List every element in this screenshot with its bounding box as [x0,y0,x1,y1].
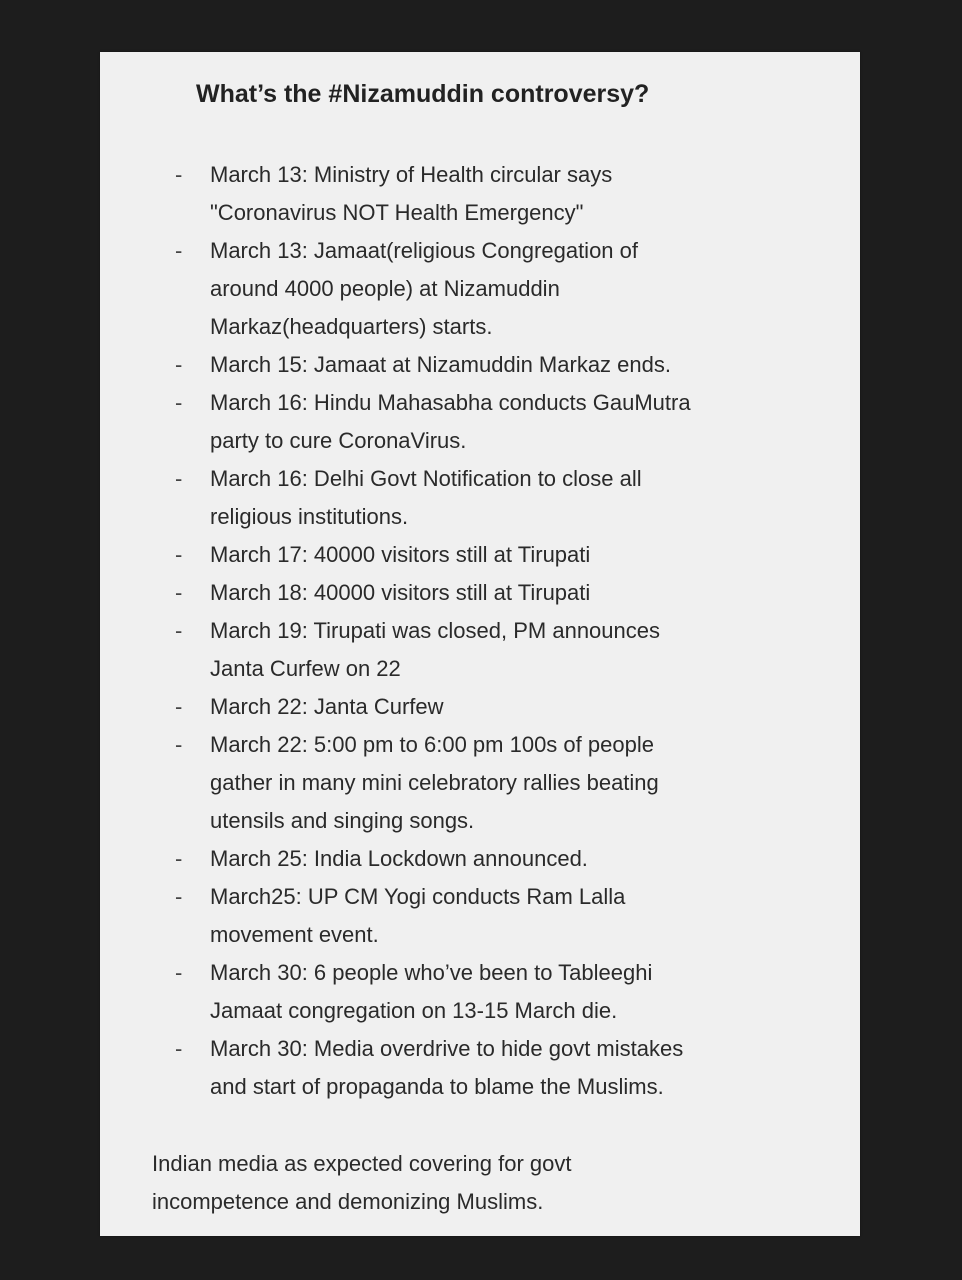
timeline-item-mar13-jamaat [175,232,815,346]
bullet-dash: - [175,694,183,719]
timeline-line: March 18: 40000 visitors still at Tirupati [210,580,591,605]
timeline-list [175,156,815,1106]
bullet-dash: - [175,732,183,757]
timeline-item-mar17 [175,536,815,574]
timeline-line: March 16: Hindu Mahasabha conducts GauMutra [210,390,691,415]
bullet-dash: - [175,960,183,985]
timeline-line: March 22: 5:00 pm to 6:00 pm 100s of people [210,732,654,757]
bullet-dash: - [175,390,183,415]
bullet-dash: - [175,352,183,377]
timeline-line: March 16: Delhi Govt Notification to close all [210,466,642,491]
bullet-dash: - [175,846,183,871]
note-card [100,52,860,1236]
bullet-dash: - [175,238,183,263]
timeline-item-mar18 [175,574,815,612]
timeline-line: March 17: 40000 visitors still at Tirupati [210,542,591,567]
bullet-dash: - [175,618,183,643]
bullet-dash: - [175,542,183,567]
timeline-line: and start of propaganda to blame the Muslims. [210,1074,664,1099]
timeline-item-mar25-yogi [175,878,815,954]
timeline-line: "Coronavirus NOT Health Emergency" [210,200,584,225]
bullet-dash: - [175,466,183,491]
timeline-item-mar16-delhi [175,460,815,536]
timeline-item-mar15 [175,346,815,384]
timeline-line: March 30: Media overdrive to hide govt mistakes [210,1036,684,1061]
timeline-line: around 4000 people) at Nizamuddin [210,276,560,301]
timeline-line: March 19: Tirupati was closed, PM announces [210,618,661,643]
timeline-line: March25: UP CM Yogi conducts Ram Lalla [210,884,626,909]
closing-note [152,1145,571,1221]
timeline-line: March 22: Janta Curfew [210,694,444,719]
timeline-item-mar30-deaths [175,954,815,1030]
timeline-item-mar25-lockdown [175,840,815,878]
timeline-line: utensils and singing songs. [210,808,475,833]
timeline-line: party to cure CoronaVirus. [210,428,467,453]
timeline-line: religious institutions. [210,504,409,529]
timeline-line: March 15: Jamaat at Nizamuddin Markaz ends. [210,352,671,377]
timeline-line: March 13: Jamaat(religious Congregation of [210,238,639,263]
timeline-line: March 13: Ministry of Health circular says [210,162,613,187]
bullet-dash: - [175,1036,183,1061]
timeline-line: Jamaat congregation on 13-15 March die. [210,998,618,1023]
note-title: What’s the #Nizamuddin controversy? [196,80,650,108]
timeline-line: Janta Curfew on 22 [210,656,401,681]
bullet-dash: - [175,580,183,605]
timeline-line: movement event. [210,922,379,947]
closing-line: incompetence and demonizing Muslims. [152,1189,544,1214]
bullet-dash: - [175,162,183,187]
timeline-item-mar16-mahasabha [175,384,815,460]
timeline-line: gather in many mini celebratory rallies beating [210,770,659,795]
timeline-item-mar22-rallies [175,726,815,840]
timeline-item-mar19 [175,612,815,688]
timeline-line: March 30: 6 people who’ve been to Tableeghi [210,960,653,985]
timeline-line: Markaz(headquarters) starts. [210,314,493,339]
timeline-item-mar30-media [175,1030,815,1106]
bullet-dash: - [175,884,183,909]
closing-line: Indian media as expected covering for govt [152,1151,572,1176]
timeline-item-mar22-curfew [175,688,815,726]
timeline-item-mar13-circular [175,156,815,232]
timeline-line: March 25: India Lockdown announced. [210,846,588,871]
